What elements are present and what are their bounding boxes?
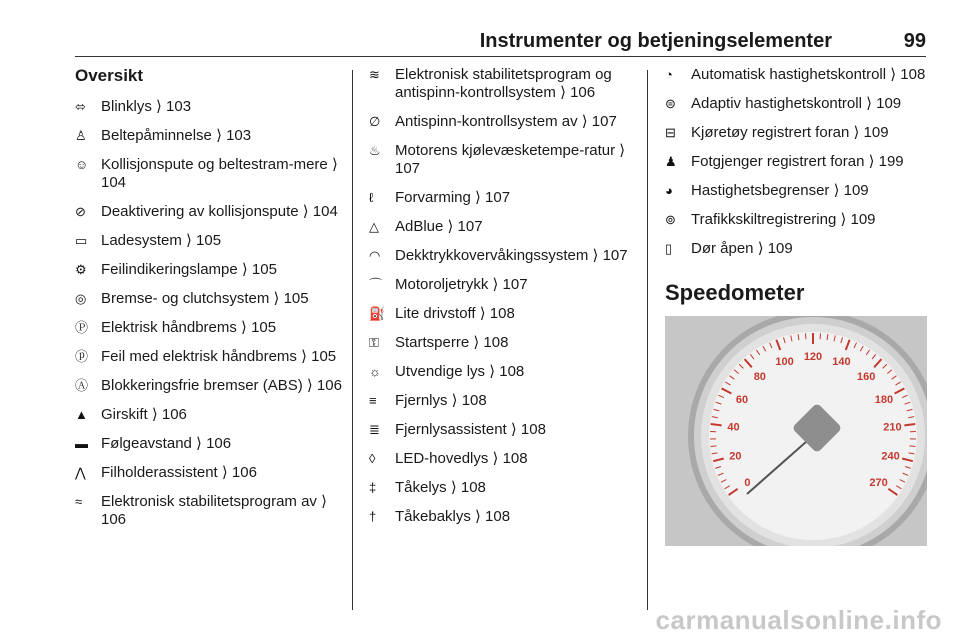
indicator-entry [75,493,347,529]
dial-label: 270 [869,476,888,489]
high-beam-assist-icon: ≣ [369,422,380,437]
indicator-entry [75,127,347,145]
section-title-overview: Oversikt [75,66,144,85]
high-beam-icon: ≡ [369,393,377,408]
column-divider [352,70,353,610]
indicator-label: Kollisjonspute og beltestram-mere ⟩ 104 [101,156,338,191]
indicator-label: Elektrisk håndbrems ⟩ 105 [101,319,277,336]
coolant-temp-icon: ♨ [369,143,381,158]
indicator-entry [665,240,927,258]
indicator-entry [75,156,347,192]
indicator-label: Adaptiv hastighetskontroll ⟩ 109 [691,95,902,112]
indicator-entry [369,479,635,497]
indicator-label: Trafikkskiltregistrering ⟩ 109 [691,211,876,228]
seat-belt-icon: ♙ [75,128,87,143]
indicator-label: Deaktivering av kollisjonspute ⟩ 104 [101,203,338,220]
indicator-label: LED-hovedlys ⟩ 108 [395,450,528,467]
indicator-entry [75,377,347,395]
indicator-label: Utvendige lys ⟩ 108 [395,363,525,380]
indicator-entry [369,247,635,265]
indicator-entry [369,450,635,468]
page-header-title: Instrumenter og betjeningselementer [479,30,832,52]
indicator-label: Tåkelys ⟩ 108 [395,479,486,496]
indicator-entry [369,508,635,526]
indicator-label: Girskift ⟩ 106 [101,406,187,423]
rear-fog-light-icon: † [369,509,377,524]
indicator-label: Bremse- og clutchsystem ⟩ 105 [101,290,309,307]
indicator-label: Dør åpen ⟩ 109 [691,240,793,257]
indicator-entry [665,211,927,229]
dial-label: 240 [881,450,900,463]
dial-tick [711,446,717,447]
pedestrian-icon: ♟ [665,154,677,169]
indicator-label: Beltepåminnelse ⟩ 103 [101,127,252,144]
dial-label: 80 [753,371,766,384]
indicator-label: Fjernlys ⟩ 108 [395,392,487,409]
indicator-entry [369,113,635,131]
indicator-list [369,66,635,526]
overview-column-2 [369,66,635,537]
indicator-label: Elektronisk stabilitetsprogram og antispinn-kontrollsystem ⟩ 106 [395,66,612,101]
dial-label: 180 [874,394,894,407]
indicator-entry [75,232,347,250]
indicator-entry [369,305,635,323]
indicator-label: Følgeavstand ⟩ 106 [101,435,232,452]
overview-column-1 [75,66,347,540]
indicator-label: Antispinn-kontrollsystem av ⟩ 107 [395,113,617,130]
dial-label: 210 [883,421,902,434]
preheat-icon: ℓ [369,190,374,205]
dial-label: 120 [803,351,823,363]
indicator-label: Forvarming ⟩ 107 [395,189,511,206]
parking-brake-fault-icon: ⓟ [75,349,89,364]
fog-light-icon: ‡ [369,480,377,495]
indicator-entry [665,95,927,113]
airbag-off-icon: ⊘ [75,204,86,219]
indicator-entry [369,142,635,178]
indicator-label: Filholderassistent ⟩ 106 [101,464,257,481]
parking-brake-icon: Ⓟ [75,320,89,335]
indicator-label: Motorens kjølevæsketempe-ratur ⟩ 107 [395,142,626,177]
indicator-label: AdBlue ⟩ 107 [395,218,483,235]
dial-label: 40 [727,421,740,434]
indicator-entry [369,276,635,294]
indicator-entry [369,363,635,381]
speedometer-image [665,316,927,546]
indicator-list [665,66,927,258]
traction-off-icon: ∅ [369,114,381,129]
indicator-entry [665,153,927,171]
indicator-label: Blinklys ⟩ 103 [101,98,192,115]
dial-tick [711,424,722,425]
indicator-entry [75,261,347,279]
column-divider [647,70,648,610]
section-title-speedometer: Speedometer [665,280,805,305]
dial-label: 140 [832,356,851,369]
gear-shift-icon: ▲ [75,407,88,422]
indicator-list [75,98,347,529]
indicator-label: Tåkebaklys ⟩ 108 [395,508,511,525]
overview-column-3 [665,66,927,546]
indicator-label: Feil med elektrisk håndbrems ⟩ 105 [101,348,337,365]
indicator-entry [369,66,635,102]
indicator-entry [369,218,635,236]
header-divider [75,56,926,57]
indicator-entry [665,124,927,142]
indicator-label: Motoroljetrykk ⟩ 107 [395,276,528,293]
esp-off-icon: ≈ [75,494,83,509]
indicator-label: Kjøretøy registrert foran ⟩ 109 [691,124,889,141]
indicator-entry [665,66,927,84]
airbag-icon: ☺ [75,157,89,172]
door-open-icon: ▯ [665,241,673,256]
fuel-icon: ⛽ [369,306,386,321]
indicator-entry [369,189,635,207]
cruise-control-icon: ◔ [665,67,673,82]
indicator-entry [75,98,347,116]
indicator-entry [369,334,635,352]
lane-assist-icon: ⋀ [75,465,86,480]
indicator-entry [369,392,635,410]
indicator-label: Blokkeringsfrie bremser (ABS) ⟩ 106 [101,377,342,394]
tire-pressure-icon: ◠ [369,248,381,263]
indicator-label: Startsperre ⟩ 108 [395,334,509,351]
indicator-entry [75,348,347,366]
adaptive-cruise-icon: ⊜ [665,96,676,111]
indicator-label: Fjernlysassistent ⟩ 108 [395,421,546,438]
indicator-entry [75,319,347,337]
abs-icon: Ⓐ [75,378,89,393]
indicator-entry [75,464,347,482]
indicator-label: Feilindikeringslampe ⟩ 105 [101,261,277,278]
dial-label: 20 [729,450,742,463]
turn-signal-icon: ⬄ [75,99,86,114]
dial-label: 100 [775,356,794,369]
dial-tick [904,424,915,425]
watermark: carmanualsonline.info [655,605,942,635]
following-distance-icon: ▬ [75,436,88,451]
indicator-label: Dekktrykkovervåkingssystem ⟩ 107 [395,247,628,264]
indicator-entry [75,435,347,453]
indicator-entry [369,421,635,439]
indicator-label: Hastighetsbegrenser ⟩ 109 [691,182,869,199]
indicator-entry [75,203,347,221]
indicator-label: Lite drivstoff ⟩ 108 [395,305,515,322]
dial-label: 0 [744,476,751,489]
dial-label: 160 [857,371,876,384]
adblue-icon: △ [369,219,379,234]
page-number: 99 [903,30,926,52]
brake-icon: ◎ [75,291,87,306]
indicator-label: Automatisk hastighetskontroll ⟩ 108 [691,66,926,83]
indicator-entry [75,290,347,308]
indicator-label: Elektronisk stabilitetsprogram av ⟩ 106 [101,493,327,528]
esp-icon: ≋ [369,67,380,82]
indicator-label: Fotgjenger registrert foran ⟩ 199 [691,153,904,170]
immobilizer-icon: ⚿ [369,335,379,350]
exterior-lights-icon: ☼ [369,364,381,379]
traffic-sign-icon: ⊚ [665,212,676,227]
vehicle-ahead-icon: ⊟ [665,125,676,140]
indicator-entry [665,182,927,200]
led-headlight-icon: ◊ [369,451,376,466]
engine-icon: ⚙ [75,262,87,277]
speed-limiter-icon: ◕ [665,183,673,198]
oil-pressure-icon: ⌒ [369,277,383,292]
indicator-entry [75,406,347,424]
dial-label: 60 [735,394,749,407]
battery-icon: ▭ [75,233,88,248]
dial-tick [909,446,915,447]
indicator-label: Ladesystem ⟩ 105 [101,232,222,249]
